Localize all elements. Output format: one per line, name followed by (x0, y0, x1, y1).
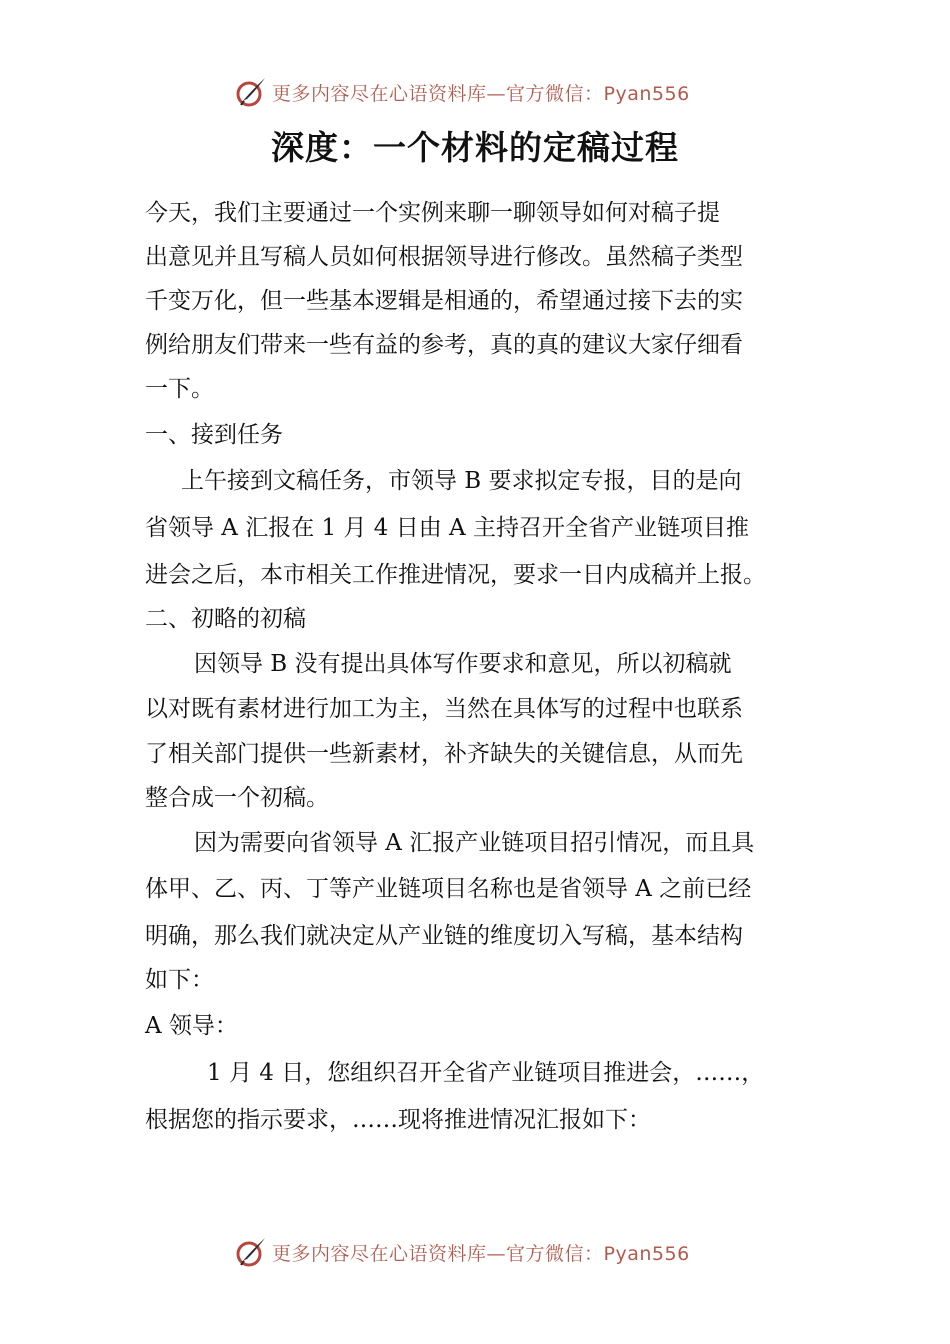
body-line: 上午接到文稿任务，市领导 B 要求拟定专报，目的是向 (181, 468, 742, 494)
body-line: 一下。 (145, 376, 214, 402)
banner-slogan: 更多内容尽在心语资料库—官方微信： (272, 82, 604, 105)
body-line: 省领导 A 汇报在 1 月 4 日由 A 主持召开全省产业链项目推 (145, 515, 749, 541)
banner-slogan: 更多内容尽在心语资料库—官方微信： (272, 1242, 604, 1265)
footer-banner (232, 1232, 752, 1272)
body-line: 根据您的指示要求，……现将推进情况汇报如下： (145, 1107, 651, 1133)
body-line: 1 月 4 日，您组织召开全省产业链项目推进会，……， (207, 1060, 765, 1086)
body-line: 明确，那么我们就决定从产业链的维度切入写稿，基本结构 (145, 923, 743, 949)
body-line: 出意见并且写稿人员如何根据领导进行修改。虽然稿子类型 (145, 244, 743, 270)
page-title: 深度：一个材料的定稿过程 (271, 128, 679, 167)
section-heading: 一、接到任务 (145, 422, 283, 448)
header-banner (232, 72, 752, 112)
section-heading: 二、初略的初稿 (145, 606, 306, 632)
body-line: 整合成一个初稿。 (145, 785, 329, 811)
quill-logo-icon (232, 1234, 268, 1270)
banner-wechat-id: Pyan556 (603, 82, 690, 105)
body-line: 因为需要向省领导 A 汇报产业链项目招引情况，而且具 (194, 830, 755, 856)
banner-wechat-id: Pyan556 (603, 1242, 690, 1265)
quill-logo-icon (232, 74, 268, 110)
body-line: A 领导： (145, 1013, 238, 1039)
body-line: 因领导 B 没有提出具体写作要求和意见，所以初稿就 (194, 651, 732, 677)
body-line: 进会之后，本市相关工作推进情况，要求一日内成稿并上报。 (145, 562, 766, 588)
body-line: 体甲、乙、丙、丁等产业链项目名称也是省领导 A 之前已经 (145, 876, 752, 902)
body-line: 今天，我们主要通过一个实例来聊一聊领导如何对稿子提 (145, 200, 720, 226)
body-line: 例给朋友们带来一些有益的参考，真的真的建议大家仔细看 (145, 332, 743, 358)
banner-text (272, 79, 690, 106)
body-line: 以对既有素材进行加工为主，当然在具体写的过程中也联系 (145, 696, 743, 722)
body-line: 如下： (145, 967, 214, 993)
banner-text (272, 1239, 690, 1266)
body-line: 千变万化，但一些基本逻辑是相通的，希望通过接下去的实 (145, 288, 743, 314)
body-line: 了相关部门提供一些新素材，补齐缺失的关键信息，从而先 (145, 741, 743, 767)
